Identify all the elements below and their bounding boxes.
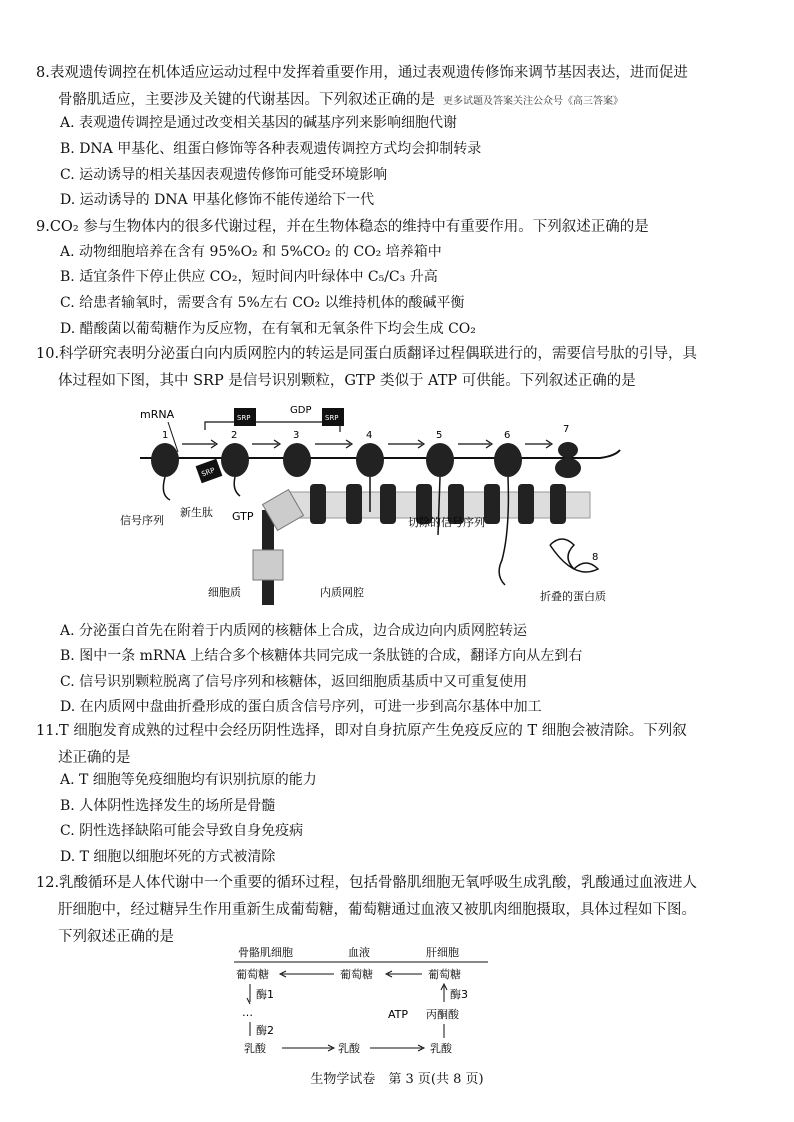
step-5: 5 [436, 430, 443, 441]
srp-receptor [253, 550, 283, 580]
nascent-peptide-label: 新生肽 [180, 506, 213, 519]
cytoplasm-label: 细胞质 [208, 586, 241, 599]
q8-option-a: A. 表观遗传调控是通过改变相关基因的碱基序列来影响细胞代谢 [60, 115, 458, 131]
srp-label-top: SRP [237, 414, 251, 422]
q10-stem-line1: 10.科学研究表明分泌蛋白向内质网腔内的转运是同蛋白质翻译过程偶联进行的，需要信号肽的引导，具 [36, 346, 698, 362]
col-muscle-header: 骨骼肌细胞 [238, 946, 293, 959]
muscle-glucose: 葡萄糖 [236, 968, 269, 981]
q11-stem-line1: 11.T 细胞发育成熟的过程中会经历阴性选择，即对自身抗原产生免疫反应的 T 细胞会被清除。下列叙 [36, 723, 687, 739]
srp-label-gdp: SRP [325, 414, 339, 422]
diagram-arrows [247, 971, 447, 1051]
gtp-label: GTP [232, 510, 254, 523]
q11-option-c: C. 阴性选择缺陷可能会导致自身免疫病 [60, 823, 304, 839]
ribosome-2 [221, 443, 249, 477]
q8-stem-line2: 骨骼肌适应，主要涉及关键的代谢基因。下列叙述正确的是 [58, 92, 435, 108]
step-1: 1 [162, 430, 169, 441]
srp-label-bound: SRP [200, 466, 216, 479]
q8-option-b: B. DNA 甲基化、组蛋白修饰等各种表观遗传调控方式均会抑制转录 [60, 141, 482, 157]
enzyme-3: 酶3 [450, 988, 468, 1001]
enzyme-2: 酶2 [256, 1024, 274, 1037]
blood-lactate: 乳酸 [338, 1042, 360, 1055]
pyruvate-label: 丙酮酸 [426, 1008, 459, 1021]
ribosome-5 [426, 443, 454, 477]
ellipsis: … [242, 1006, 253, 1019]
liver-lactate: 乳酸 [430, 1042, 452, 1055]
q9-option-c: C. 给患者输氧时，需要含有 5%左右 CO₂ 以维持机体的酸碱平衡 [60, 295, 465, 311]
step-4: 4 [366, 430, 373, 441]
q9-stem: 9.CO₂ 参与生物体内的很多代谢过程，并在生物体稳态的维持中有重要作用。下列叙述正确的是 [36, 219, 649, 235]
question-10 [36, 341, 756, 395]
page-footer: 生物学试卷 第 3 页(共 8 页) [310, 1072, 484, 1087]
folded-protein-label: 折叠的蛋白质 [540, 590, 606, 603]
q10-option-d: D. 在内质网中盘曲折叠形成的蛋白质含信号序列，可进一步到高尔基体中加工 [60, 699, 542, 715]
step-6: 6 [504, 430, 511, 441]
muscle-lactate: 乳酸 [244, 1042, 266, 1055]
q12-stem-line3: 下列叙述正确的是 [58, 929, 174, 945]
col-blood-header: 血液 [348, 946, 370, 959]
q10-option-b: B. 图中一条 mRNA 上结合多个核糖体共同完成一条肽链的合成，翻译方向从左到右 [60, 648, 583, 664]
q10-option-a: A. 分泌蛋白首先在附着于内质网的核糖体上合成，边合成边向内质网腔转运 [60, 623, 528, 639]
q10-option-c: C. 信号识别颗粒脱离了信号序列和核糖体，返回细胞质基质中又可重复使用 [60, 674, 528, 690]
q12-stem-line2: 肝细胞中，经过糖异生作用重新生成葡萄糖，葡萄糖通过血液又被肌肉细胞摄取，具体过程如下图。 [58, 902, 696, 918]
cut-signal-label: 切除的信号序列 [408, 516, 485, 529]
blood-glucose: 葡萄糖 [340, 968, 373, 981]
q8-note: 更多试题及答案关注公众号《高三答案》 [443, 96, 623, 107]
ribosome-6 [494, 443, 522, 477]
q8-stem-line1: 8.表观遗传调控在机体适应运动过程中发挥着重要作用，通过表观遗传修饰来调节基因表达，进而促进 [36, 65, 688, 81]
liver-glucose: 葡萄糖 [428, 968, 461, 981]
col-liver-header: 肝细胞 [426, 946, 459, 959]
q11-option-a: A. T 细胞等免疫细胞均有识别抗原的能力 [60, 772, 317, 788]
q11-option-d: D. T 细胞以细胞坏死的方式被清除 [60, 849, 276, 865]
step-2: 2 [231, 430, 238, 441]
enzyme-1: 酶1 [256, 988, 274, 1001]
question-9 [36, 214, 756, 241]
q12-stem-line1: 12.乳酸循环是人体代谢中一个重要的循环过程，包括骨骼肌细胞无氧呼吸生成乳酸，乳酸通过血液进人 [36, 875, 698, 891]
atp-label: ATP [388, 1008, 409, 1021]
question-8 [36, 60, 756, 115]
q11-stem-line2: 述正确的是 [58, 750, 131, 766]
ribosome-4 [356, 443, 384, 477]
ribosome-7-small [558, 442, 578, 458]
srp-translocation-figure [110, 400, 630, 610]
ribosome-3 [283, 443, 311, 477]
q9-option-d: D. 醋酸菌以葡萄糖作为反应物，在有氧和无氧条件下均会生成 CO₂ [60, 321, 476, 337]
signal-sequence-label: 信号序列 [120, 514, 164, 527]
q8-option-c: C. 运动诱导的相关基因表观遗传修饰可能受环境影响 [60, 167, 388, 183]
q9-option-b: B. 适宜条件下停止供应 CO₂，短时间内叶绿体中 C₅/C₃ 升高 [60, 269, 438, 285]
step-7: 7 [563, 424, 570, 435]
question-11 [36, 718, 756, 772]
ribosome-1 [151, 443, 179, 477]
q9-option-a: A. 动物细胞培养在含有 95%O₂ 和 5%CO₂ 的 CO₂ 培养箱中 [60, 244, 442, 260]
gdp-label: GDP [290, 405, 312, 416]
er-lumen-label: 内质网腔 [320, 586, 364, 599]
q10-stem-line2: 体过程如下图，其中 SRP 是信号识别颗粒，GTP 类似于 ATP 可供能。下列叙述正确的是 [58, 373, 636, 389]
q8-option-d: D. 运动诱导的 DNA 甲基化修饰不能传递给下一代 [60, 192, 375, 208]
ribosome-7-large [555, 458, 581, 478]
mrna-label: mRNA [140, 408, 175, 421]
step-3: 3 [293, 430, 300, 441]
step-8: 8 [592, 552, 599, 563]
q11-option-b: B. 人体阴性选择发生的场所是骨髓 [60, 798, 276, 814]
lactate-cycle-diagram [230, 942, 500, 1060]
question-12 [36, 870, 756, 951]
folded-protein-shape [550, 539, 598, 572]
